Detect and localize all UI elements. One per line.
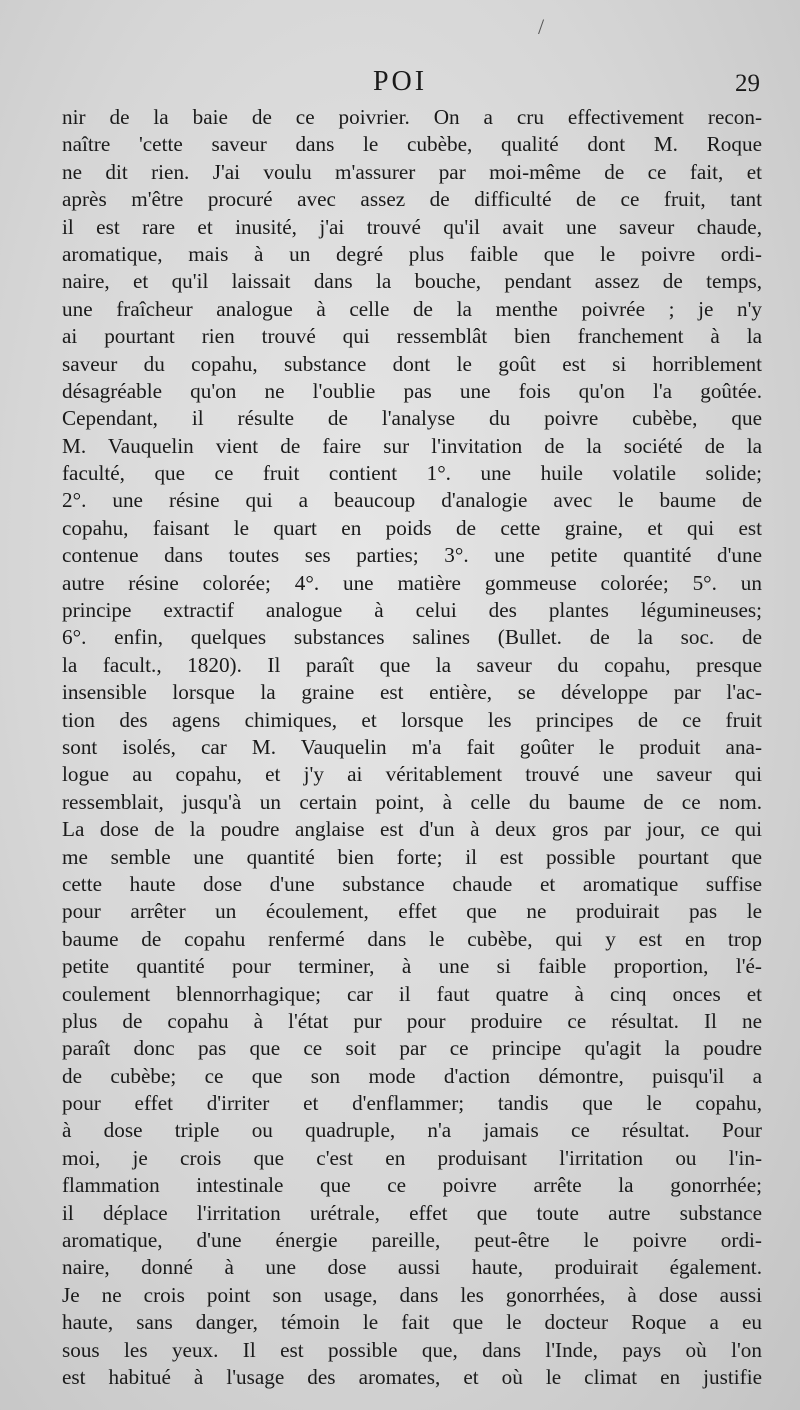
text-line: ai pourtant rien trouvé qui ressemblât bien franchement à la (62, 324, 762, 349)
text-line: haute, sans danger, témoin le fait que le docteur Roque a eu (62, 1310, 762, 1335)
text-line: moi, je crois que c'est en produisant l'irritation ou l'in- (62, 1145, 762, 1170)
body-text (62, 104, 762, 1391)
text-line: flammation intestinale que ce poivre arrête la gonorrhée; (62, 1173, 762, 1198)
text-line: sous les yeux. Il est possible que, dans l'Inde, pays où l'on (62, 1337, 762, 1362)
text-line: sont isolés, car M. Vauquelin m'a fait goûter le produit ana- (62, 734, 762, 759)
text-line: Cependant, il résulte de l'analyse du poivre cubèbe, que (62, 406, 762, 431)
text-line: M. Vauquelin vient de faire sur l'invitation de la société de la (62, 433, 762, 458)
text-line: est habitué à l'usage des aromates, et où le climat en justifie (62, 1364, 762, 1389)
text-line: ressemblait, jusqu'à un certain point, à celle du baume de ce nom. (62, 789, 762, 814)
text-line: la facult., 1820). Il paraît que la saveur du copahu, presque (62, 652, 762, 677)
text-line: Je ne crois point son usage, dans les gonorrhées, à dose aussi (62, 1282, 762, 1307)
text-line: cette haute dose d'une substance chaude et aromatique suffise (62, 871, 762, 896)
text-line: une fraîcheur analogue à celle de la menthe poivrée ; je n'y (62, 296, 762, 321)
running-head: POI (372, 66, 428, 97)
text-line: pour arrêter un écoulement, effet que ne produirait pas le (62, 899, 762, 924)
text-line: saveur du copahu, substance dont le goût est si horriblement (62, 351, 762, 376)
text-line: aromatique, mais à un degré plus faible que le poivre ordi- (62, 241, 762, 266)
text-line: coulement blennorrhagique; car il faut quatre à cinq onces et (62, 981, 762, 1006)
text-line: ne dit rien. J'ai voulu m'assurer par moi-même de ce fait, et (62, 159, 762, 184)
text-line: de cubèbe; ce que son mode d'action démontre, puisqu'il a (62, 1063, 762, 1088)
text-line: naire, donné à une dose aussi haute, produirait également. (62, 1255, 762, 1280)
text-line: insensible lorsque la graine est entière, se développe par l'ac- (62, 680, 762, 705)
text-line: après m'être procuré avec assez de difficulté de ce fruit, tant (62, 187, 762, 212)
top-mark: / (538, 14, 545, 39)
text-line: La dose de la poudre anglaise est d'un à deux gros par jour, ce qui (62, 817, 762, 842)
text-line: paraît donc pas que ce soit par ce principe qu'agit la poudre (62, 1036, 762, 1061)
text-line: nir de la baie de ce poivrier. On a cru effectivement recon- (62, 105, 762, 129)
text-line: plus de copahu à l'état pur pour produire ce résultat. Il ne (62, 1008, 762, 1033)
text-line: il déplace l'irritation urétrale, effet que toute autre substance (62, 1200, 762, 1225)
text-line: il est rare et inusité, j'ai trouvé qu'il avait une saveur chaude, (62, 214, 762, 239)
text-line: contenue dans toutes ses parties; 3°. une petite quantité d'une (62, 543, 762, 568)
text-line: aromatique, d'une énergie pareille, peut-être le poivre ordi- (62, 1228, 762, 1253)
text-line: naire, et qu'il laissait dans la bouche, pendant assez de temps, (62, 269, 762, 294)
text-line: me semble une quantité bien forte; il est possible pourtant que (62, 844, 762, 869)
text-line: petite quantité pour terminer, à une si faible proportion, l'é- (62, 954, 762, 979)
text-line: naître 'cette saveur dans le cubèbe, qualité dont M. Roque (62, 132, 762, 157)
text-line: désagréable qu'on ne l'oublie pas une fois qu'on l'a goûtée. (62, 378, 762, 403)
text-line: à dose triple ou quadruple, n'a jamais ce résultat. Pour (62, 1118, 762, 1143)
page-header (0, 66, 800, 106)
text-line: tion des agens chimiques, et lorsque les principes de ce fruit (62, 707, 762, 732)
text-line: pour effet d'irriter et d'enflammer; tandis que le copahu, (62, 1091, 762, 1116)
text-line: copahu, faisant le quart en poids de cette graine, et qui est (62, 515, 762, 540)
text-line: 6°. enfin, quelques substances salines (Bullet. de la soc. de (62, 625, 762, 650)
text-line: 2°. une résine qui a beaucoup d'analogie avec le baume de (62, 488, 762, 513)
text-line: autre résine colorée; 4°. une matière gommeuse colorée; 5°. un (62, 570, 762, 595)
page-number: 29 (735, 70, 760, 97)
text-line: baume de copahu renfermé dans le cubèbe, qui y est en trop (62, 926, 762, 951)
text-line: faculté, que ce fruit contient 1°. une huile volatile solide; (62, 461, 762, 486)
text-line: logue au copahu, et j'y ai véritablement trouvé une saveur qui (62, 762, 762, 787)
text-line: principe extractif analogue à celui des plantes légumineuses; (62, 598, 762, 623)
